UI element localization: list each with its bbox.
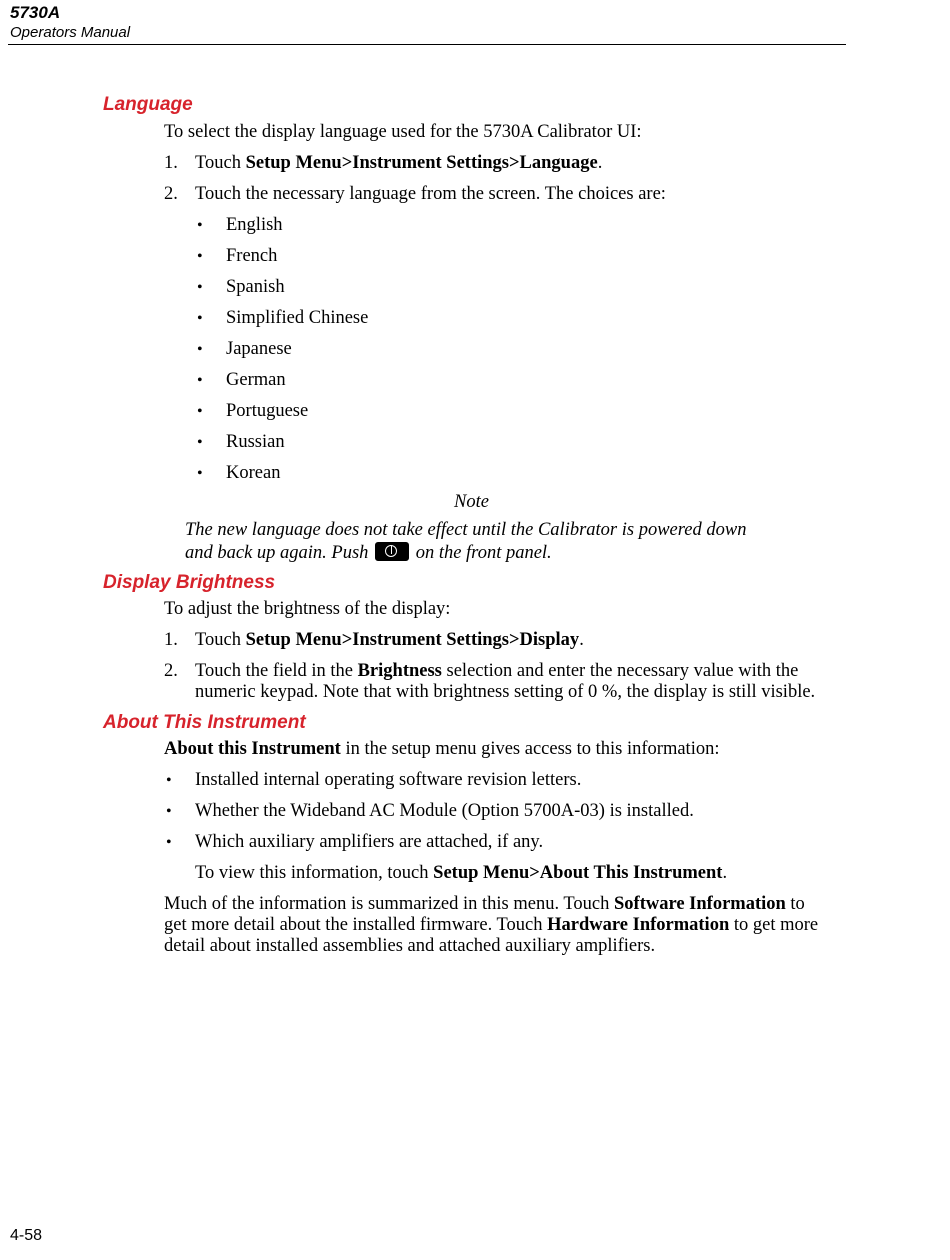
list-item: Japanese <box>226 339 292 359</box>
page-number: 4-58 <box>10 1227 43 1244</box>
brightness-step2-text: Touch the field in the Brightness selection and enter the necessary value with the <box>195 661 799 681</box>
bullet-icon: • <box>166 772 172 789</box>
brightness-field-name: Brightness <box>357 661 442 681</box>
bullet-icon: • <box>197 217 203 234</box>
about-instrument-heading: About This Instrument <box>103 712 306 733</box>
list-item: English <box>226 215 283 235</box>
list-item: Korean <box>226 463 281 483</box>
bullet-icon: • <box>166 834 172 851</box>
language-step1-number: 1. <box>164 153 178 173</box>
summary-line-1: Much of the information is summarized in this menu. Touch Software Information to <box>164 894 805 914</box>
brightness-intro: To adjust the brightness of the display: <box>164 599 451 619</box>
list-item: Spanish <box>226 277 285 297</box>
bullet-icon: • <box>166 803 172 820</box>
about-intro: About this Instrument in the setup menu gives access to this information: <box>164 739 720 759</box>
language-menu-path: Setup Menu>Instrument Settings>Language <box>245 153 598 173</box>
list-item: Simplified Chinese <box>226 308 369 328</box>
list-item: Whether the Wideband AC Module (Option 5700A-03) is installed. <box>195 801 694 821</box>
bullet-icon: • <box>197 434 203 451</box>
brightness-step1-number: 1. <box>164 630 178 650</box>
note-line-1: The new language does not take effect until the Calibrator is powered down <box>185 520 747 540</box>
language-intro: To select the display language used for the 5730A Calibrator UI: <box>164 122 642 142</box>
bullet-icon: • <box>197 403 203 420</box>
language-step1-text: Touch Setup Menu>Instrument Settings>Language. <box>195 153 603 173</box>
about-view-instructions: To view this information, touch Setup Menu>About This Instrument. <box>195 863 728 883</box>
bullet-icon: • <box>197 248 203 265</box>
note-line-2: and back up again. Push on the front panel. <box>185 543 552 563</box>
language-step2-text: Touch the necessary language from the screen. The choices are: <box>195 184 666 204</box>
brightness-step2-number: 2. <box>164 661 178 681</box>
list-item: Which auxiliary amplifiers are attached, if any. <box>195 832 544 852</box>
summary-line-2: get more detail about the installed firmware. Touch Hardware Information to get more <box>164 915 819 935</box>
hardware-information-term: Hardware Information <box>547 915 730 935</box>
list-item: Portuguese <box>226 401 309 421</box>
bullet-icon: • <box>197 465 203 482</box>
bullet-icon: • <box>197 310 203 327</box>
software-information-term: Software Information <box>614 894 786 914</box>
note-label: Note <box>454 492 489 512</box>
display-menu-path: Setup Menu>Instrument Settings>Display <box>245 630 580 650</box>
summary-line-3: detail about installed assemblies and attached auxiliary amplifiers. <box>164 936 656 956</box>
brightness-step1-text: Touch Setup Menu>Instrument Settings>Display. <box>195 630 584 650</box>
bullet-icon: • <box>197 372 203 389</box>
list-item: Installed internal operating software revision letters. <box>195 770 582 790</box>
list-item: Russian <box>226 432 285 452</box>
list-item: French <box>226 246 278 266</box>
display-brightness-heading: Display Brightness <box>103 572 276 593</box>
bullet-icon: • <box>197 341 203 358</box>
manual-subtitle: Operators Manual <box>10 24 131 41</box>
manual-model-title: 5730A <box>10 3 61 22</box>
language-step2-number: 2. <box>164 184 178 204</box>
about-menu-path: Setup Menu>About This Instrument <box>433 863 723 883</box>
power-button-icon <box>375 542 409 561</box>
header-divider <box>8 44 846 45</box>
bullet-icon: • <box>197 279 203 296</box>
language-heading: Language <box>103 94 193 115</box>
list-item: German <box>226 370 286 390</box>
brightness-step2-continued: numeric keypad. Note that with brightness setting of 0 %, the display is still visible. <box>195 682 816 702</box>
